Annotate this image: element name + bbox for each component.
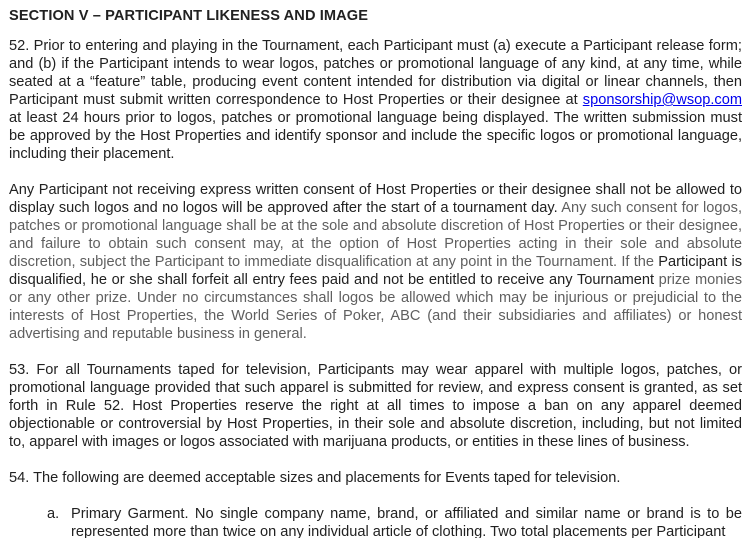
paragraph-53: 53. For all Tournaments taped for television, Participants may wear apparel with multiple logos, patches, or promotional language provided that such apparel is submitted for review, and express consent is granted, as set forth in Rule 52. Host Properties reserve the right at all times to impose a ban on any apparel deemed objectionable or controversial by Host Properties, in their sole and absolute discretion, including, but not limited to, apparel with images or logos associated with marijuana products, or entities in these lines of business. [9, 362, 742, 450]
section-title: SECTION V – PARTICIPANT LIKENESS AND IMAGE [9, 8, 369, 24]
list-item-a-marker: a. [47, 506, 60, 522]
paragraph-54: 54. The following are deemed acceptable sizes and placements for Events taped for television. [9, 470, 621, 486]
paragraph-52 [9, 37, 742, 163]
paragraph-52-text-after-link: at least 24 hours prior to logos, patches or promotional language being displayed. The written submission must be approved by the Host Properties and identify sponsor and include the specific logos or promotional language, including their placement. [9, 110, 742, 162]
consent-gray-run-1: Any such consent for logos, patches or promotional language shall be at the sole and absolute discretion of Host Properties or their designee, and failure to obtain such consent may, at the option of Host Properties acting in their sole and absolute discretion, subject the Participant to immediate disqualification at any point in the Tournament. If the [9, 200, 742, 270]
consent-black-run-1: Any Participant not receiving express written consent of Host Properties or their designee shall not be allowed to display such logos and no logos will be approved after the start of a tournament day. [9, 182, 742, 216]
sponsorship-email-link[interactable]: sponsorship@wsop.com [582, 92, 742, 108]
paragraph-consent [9, 181, 742, 343]
paragraph-52-text-before-link: 52. Prior to entering and playing in the Tournament, each Participant must (a) execute a Participant release form; and (b) if the Participant intends to wear logos, patches or promotional language of any kind, at any time, while seated at a “feature” table, producing event content intended for distribution via digital or linear channels, then Participant must submit written correspondence to Host Properties or their designee at [9, 38, 742, 108]
list-item-a-text: Primary Garment. No single company name, brand, or affiliated and similar name or brand is to be represented more than twice on any individual article of clothing. Two total placements per Participant [71, 506, 742, 538]
consent-black-run-2: Participant is disqualified, he or she shall forfeit all entry fees paid and not be entitled to receive any Tournament [9, 254, 742, 288]
list-item-a [47, 505, 742, 538]
consent-gray-run-2: prize monies or any other prize. Under no circumstances shall logos be allowed which may be injurious or prejudicial to the interests of Host Properties, the World Series of Poker, ABC (and their subsidiaries and affiliates) or honest advertising and reputable business in general. [9, 272, 742, 342]
